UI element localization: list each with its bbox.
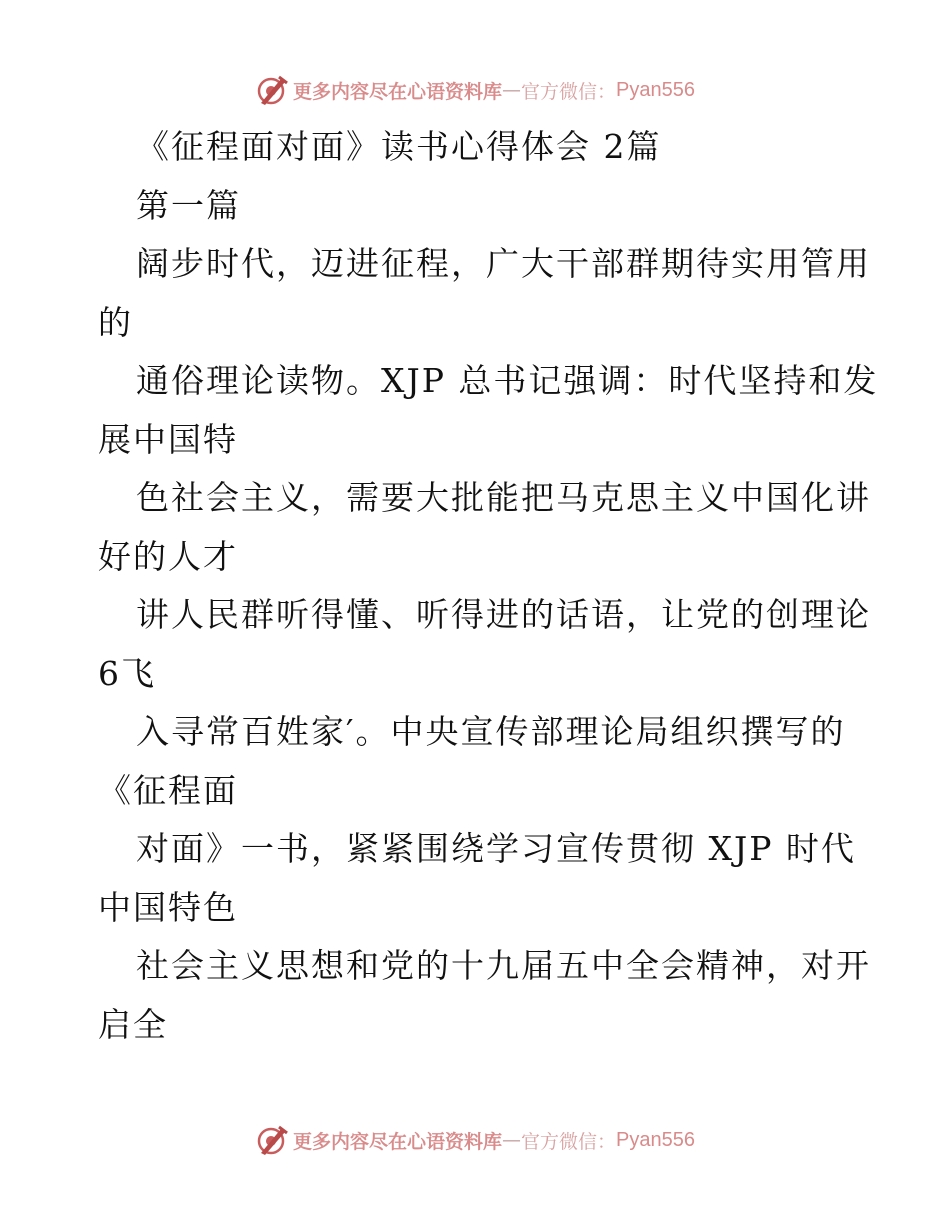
footer-brand-text: 更多内容尽在心语资料库 [293,1130,503,1153]
body-line: 色社会主义，需要大批能把马克思主义中国化讲 [136,478,871,517]
body-line: 阔步时代，迈进征程，广大干部群期待实用管用 [136,244,871,283]
footer-wechat-label: 官方微信： [521,1130,617,1153]
body-line: 入寻常百姓家′。中央宣传部理论局组织撰写的 [136,712,846,751]
header-separator: — [502,79,522,101]
document-title: 《征程面对面》读书心得体会 2篇 [136,127,662,166]
body-line: 对面》一书，紧紧围绕学习宣传贯彻 XJP 时代 [136,829,856,868]
body-line: 讲人民群听得懂、听得进的话语，让党的创理论 [136,595,871,634]
body-line: 通俗理论读物。XJP 总书记强调：时代坚持和发 [136,361,879,400]
pen-logo-icon [255,73,289,107]
document-body [98,118,879,1054]
body-line: 好的人才 [98,536,238,576]
section-heading: 第一篇 [136,185,241,225]
footer-separator: — [502,1129,522,1151]
body-line: 6飞 [98,653,156,693]
body-line: 社会主义思想和党的十九届五中全会精神，对开 [136,946,871,985]
pen-logo-icon [255,1123,289,1157]
header-wechat-account: Pyan556 [616,78,695,101]
body-line: 中国特色 [98,887,238,927]
header-brand-text: 更多内容尽在心语资料库 [293,80,503,103]
header-watermark [0,72,950,108]
footer-watermark [0,1122,950,1158]
footer-wechat-account: Pyan556 [616,1128,695,1151]
body-line: 的 [98,302,133,342]
header-wechat-label: 官方微信： [521,80,617,103]
body-line: 《征程面 [98,770,238,810]
body-line: 启全 [98,1004,168,1044]
body-line: 展中国特 [98,419,238,459]
